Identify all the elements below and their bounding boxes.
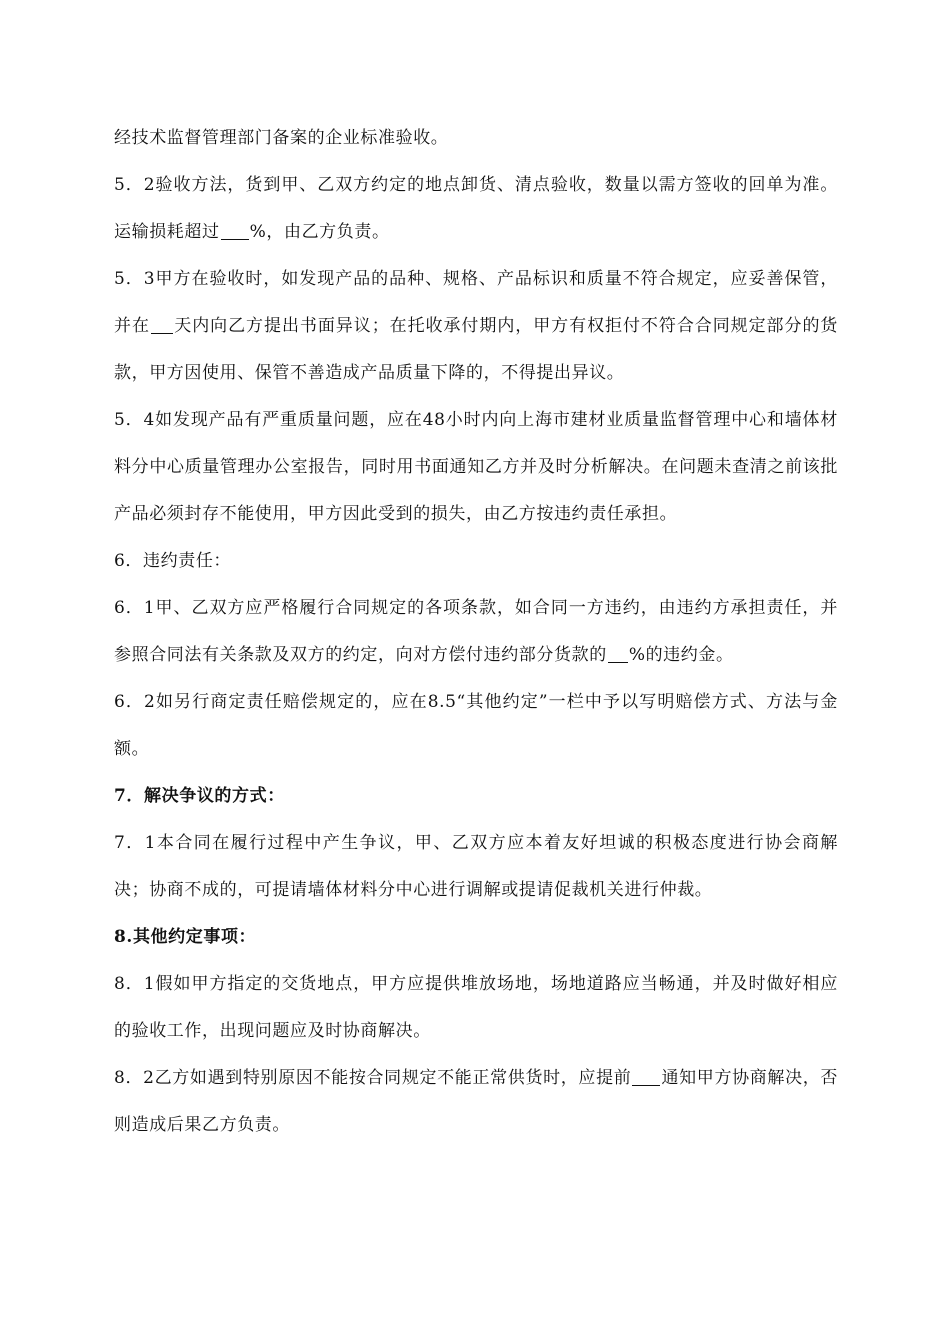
clause-6-1: [114, 585, 838, 679]
clause-5-2: [114, 162, 838, 256]
objection-days-blank: [151, 316, 173, 334]
clause-6-2: 6．2如另行商定责任赔偿规定的，应在8.5“其他约定”一栏中予以写明赔偿方式、方法与金额。: [114, 692, 838, 759]
clause-5-2-text-after: %，由乙方负责。: [249, 222, 390, 242]
document-body: [114, 115, 838, 1149]
clause-6-1-text-after: %的违约金。: [628, 645, 734, 665]
clause-8-2: [114, 1055, 838, 1149]
loss-percent-blank: [221, 222, 249, 240]
clause-8-1: 8．1假如甲方指定的交货地点，甲方应提供堆放场地，场地道路应当畅通，并及时做好相应的验收工作，出现问题应及时协商解决。: [114, 974, 838, 1041]
section-8-heading: 8.其他约定事项：: [114, 927, 257, 947]
clause-5-3-text-before: 5．3甲方在验收时，如发现产品的品种、规格、产品标识和质量不符合规定，应妥善保管，并在: [114, 269, 838, 336]
section-7-heading: 7．解决争议的方式：: [114, 786, 285, 806]
clause-5-3: [114, 256, 838, 397]
notice-period-blank: [632, 1068, 660, 1086]
section-6-heading: 6．违约责任：: [114, 551, 232, 571]
clause-8-2-text-before: 8．2乙方如遇到特别原因不能按合同规定不能正常供货时，应提前: [114, 1068, 632, 1088]
paragraph-standard-acceptance: 经技术监督管理部门备案的企业标准验收。: [114, 128, 449, 148]
clause-5-3-text-after: 天内向乙方提出书面异议；在托收承付期内，甲方有权拒付不符合合同规定部分的货款，甲方因使用、保管不善造成产品质量下降的，不得提出异议。: [114, 316, 839, 383]
clause-5-2-text-before: 5．2验收方法，货到甲、乙双方约定的地点卸货、清点验收，数量以需方签收的回单为准。运输损耗超过: [114, 175, 838, 242]
penalty-percent-blank: [608, 645, 628, 663]
clause-8-2-text-after: 通知甲方协商解决，否则造成后果乙方负责。: [114, 1068, 838, 1135]
clause-5-4: 5．4如发现产品有严重质量问题，应在48小时内向上海市建材业质量监督管理中心和墙体材料分中心质量管理办公室报告，同时用书面通知乙方并及时分析解决。在问题未查清之前该批产品必须封存不能使用，甲方因此受到的损失，由乙方按违约责任承担。: [114, 410, 838, 524]
clause-6-1-text-before: 6．1甲、乙双方应严格履行合同规定的各项条款，如合同一方违约，由违约方承担责任，并参照合同法有关条款及双方的约定，向对方偿付违约部分货款的: [114, 598, 838, 665]
clause-7-1: 7．1本合同在履行过程中产生争议，甲、乙双方应本着友好坦诚的积极态度进行协会商解决；协商不成的，可提请墙体材料分中心进行调解或提请促裁机关进行仲裁。: [114, 833, 838, 900]
